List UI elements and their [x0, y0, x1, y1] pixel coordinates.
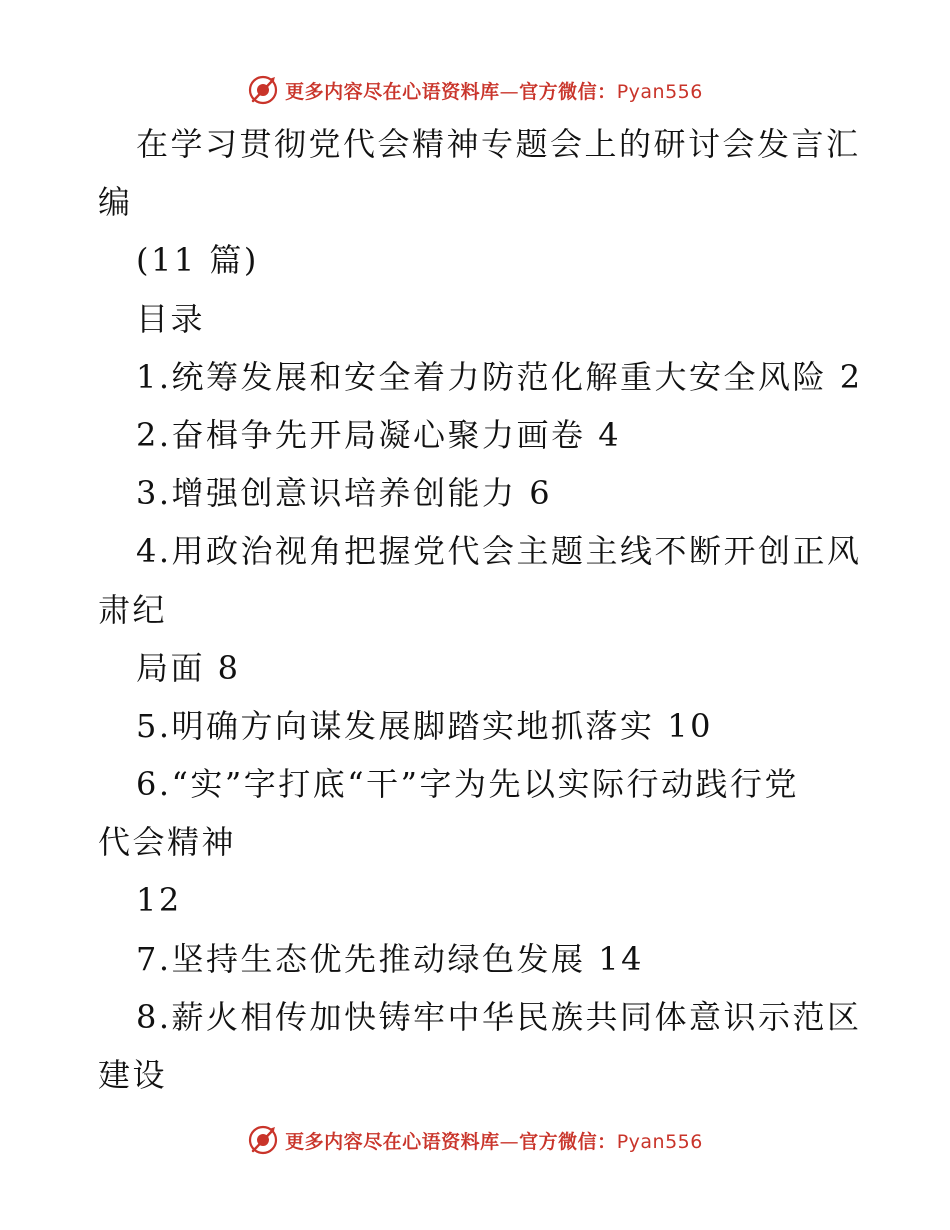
toc-item: 3.增强创意识培养创能力 6: [136, 474, 553, 513]
header-watermark: [0, 70, 950, 110]
quill-seal-icon: [247, 1124, 279, 1156]
toc-item-continuation: 建设: [98, 1056, 168, 1094]
title-line-1: 在学习贯彻党代会精神专题会上的研讨会发言汇: [136, 125, 861, 163]
toc-item: 4.用政治视角把握党代会主题主线不断开创正风: [136, 532, 862, 571]
footer-watermark: [0, 1120, 950, 1160]
toc-item: 6.“实”字打底“干”字为先以实际行动践行党: [136, 765, 799, 804]
toc-item: 7.坚持生态优先推动绿色发展 14: [136, 939, 644, 978]
toc-item-continuation: 代会精神: [98, 823, 237, 862]
quill-seal-icon: [247, 74, 279, 106]
toc-item: 1.统筹发展和安全着力防范化解重大安全风险 2: [136, 357, 863, 396]
toc-item-continuation: 肃纪: [98, 590, 168, 629]
title-line-2: 编: [98, 183, 133, 222]
toc-item: 5.明确方向谋发展脚踏实地抓落实 10: [136, 706, 713, 745]
article-count: (11 篇): [136, 241, 259, 280]
toc-item-continuation: 局面 8: [136, 648, 241, 687]
toc-item-continuation: 12: [136, 881, 182, 920]
toc-heading: 目录: [136, 299, 206, 338]
toc-item: 8.薪火相传加快铸牢中华民族共同体意识示范区: [136, 997, 862, 1036]
watermark-text: 更多内容尽在心语资料库—官方微信：Pyan556: [285, 1130, 703, 1153]
toc-item: 2.奋楫争先开局凝心聚力画卷 4: [136, 415, 622, 454]
watermark-text: 更多内容尽在心语资料库—官方微信：Pyan556: [285, 80, 703, 103]
document-body: [98, 115, 863, 1104]
